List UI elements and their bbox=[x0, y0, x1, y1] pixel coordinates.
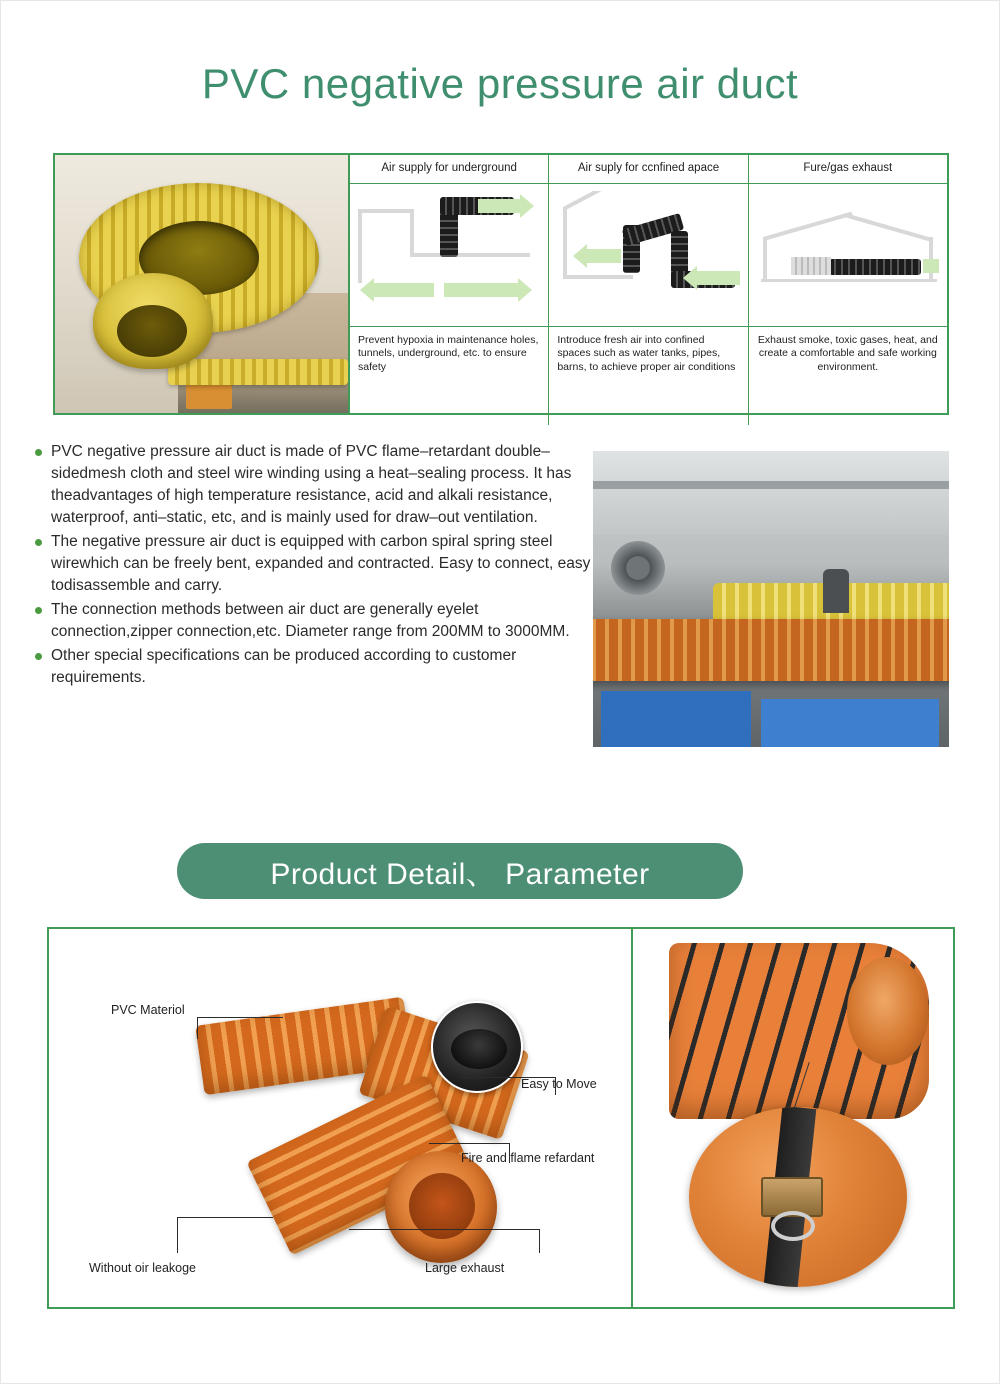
application-header-cell-3 bbox=[749, 155, 947, 183]
application-header-cell-2 bbox=[549, 155, 748, 183]
coil-open-end-inner bbox=[117, 305, 187, 357]
top-overview-panel bbox=[53, 153, 949, 415]
description-text: Prevent hypoxia in maintenance holes, tunnels, underground, etc. to ensure safety bbox=[358, 333, 539, 373]
callout-label-large-exhaust: Large exhaust bbox=[425, 1261, 505, 1275]
photo-worker bbox=[823, 569, 849, 613]
list-item: The connection methods between air duct are generally eyelet connection,zipper connection,etc. Diameter range from 200MM to 3000MM. bbox=[33, 599, 593, 643]
duct-material-zoom-bubble bbox=[431, 1001, 523, 1093]
description-cell-2 bbox=[549, 327, 748, 425]
photo-duct-open-end bbox=[847, 957, 929, 1065]
photo-blue-bin bbox=[761, 699, 939, 747]
photo-buckle-closeup bbox=[689, 1107, 907, 1287]
diagram-roof bbox=[763, 211, 853, 240]
diagram-flexible-hose bbox=[791, 257, 831, 275]
diagram-cell-exhaust bbox=[749, 184, 947, 326]
description-text: Exhaust smoke, toxic gases, heat, and create a comfortable and safe working environment. bbox=[757, 333, 938, 373]
callout-label-pvc-material: PVC Materiol bbox=[111, 1003, 185, 1017]
diagram-floor bbox=[761, 279, 937, 282]
photo-fan bbox=[611, 541, 665, 595]
list-item: Other special specifications can be produced according to customer requirements. bbox=[33, 645, 593, 689]
factory-production-photo bbox=[593, 451, 949, 747]
diagram-wall bbox=[410, 209, 414, 257]
hero-product-photo bbox=[55, 155, 350, 413]
section-heading-label: Product Detail、 Parameter bbox=[270, 858, 650, 891]
application-header-text: Fure/gas exhaust bbox=[803, 162, 893, 174]
diagram-duct-horizontal bbox=[829, 259, 921, 275]
list-item: PVC negative pressure air duct is made of PVC flame–retardant double–sidedmesh cloth and steel wire winding using a heat–sealing process. It has theadvantages of high temperature resistance, acid and alkali resistance, waterproof, anti–static, etc, and is mainly used for draw–out ventilation. bbox=[33, 441, 593, 529]
photo-beam bbox=[593, 481, 949, 489]
diagram-wall bbox=[563, 207, 567, 277]
callout-label-no-oil-leakage: Without oir leakoge bbox=[89, 1261, 197, 1275]
orange-duct-illustration bbox=[199, 1001, 529, 1231]
callout-label-easy-to-move: Easy to Move bbox=[521, 1077, 597, 1091]
description-cell-1 bbox=[350, 327, 549, 425]
fume-gas-exhaust-diagram bbox=[757, 191, 939, 319]
diagram-roof bbox=[844, 213, 934, 242]
underground-air-supply-diagram bbox=[358, 191, 540, 319]
photo-orange-duct bbox=[593, 619, 949, 681]
callout-label-fire-retardant: Fire and flame refardant bbox=[461, 1151, 595, 1165]
detail-closeup-photo bbox=[633, 929, 953, 1307]
section-heading-pill bbox=[177, 843, 743, 899]
diagram-arrow-left bbox=[374, 283, 434, 297]
detail-callout-diagram bbox=[49, 929, 633, 1307]
diagram-wall bbox=[763, 237, 767, 281]
feature-bullet-list bbox=[33, 441, 593, 691]
photo-blue-bin bbox=[601, 691, 751, 747]
application-table-header-row bbox=[350, 155, 947, 184]
application-table-diagram-row bbox=[350, 184, 947, 327]
list-item: The negative pressure air duct is equipped with carbon spiral spring steel wirewhich can be freely bent, expanded and contracted. Easy to connect, easy todisassemble and carry. bbox=[33, 531, 593, 597]
photo-ceiling bbox=[593, 451, 949, 535]
confined-space-air-supply-diagram bbox=[557, 191, 739, 319]
application-header-cell-1 bbox=[350, 155, 549, 183]
duct-coil-illustration bbox=[73, 177, 331, 377]
diagram-arrow-out bbox=[478, 199, 520, 213]
diagram-roof bbox=[563, 191, 604, 211]
diagram-floor bbox=[563, 275, 633, 279]
diagram-cell-underground bbox=[350, 184, 549, 326]
description-text: Introduce fresh air into confined spaces such as water tanks, pipes, barns, to achieve proper air conditions bbox=[557, 333, 736, 373]
page-title: PVC negative pressure air duct bbox=[201, 60, 799, 107]
diagram-cell-confined bbox=[549, 184, 748, 326]
application-table-description-row bbox=[350, 327, 947, 425]
application-header-text: Air supply for underground bbox=[381, 162, 517, 174]
application-header-text: Air suply for ccnfined apace bbox=[577, 162, 720, 174]
diagram-arrow-right bbox=[444, 283, 518, 297]
diagram-wall bbox=[358, 209, 414, 213]
diagram-wall bbox=[358, 209, 362, 283]
product-detail-panel bbox=[47, 927, 955, 1309]
photo-metal-ring bbox=[771, 1211, 815, 1241]
description-cell-3 bbox=[749, 327, 947, 425]
diagram-wall bbox=[410, 253, 530, 257]
diagram-arrow-left bbox=[587, 249, 621, 263]
application-table bbox=[350, 155, 947, 413]
diagram-arrow-in bbox=[697, 271, 739, 285]
diagram-arrow-out bbox=[923, 259, 939, 273]
